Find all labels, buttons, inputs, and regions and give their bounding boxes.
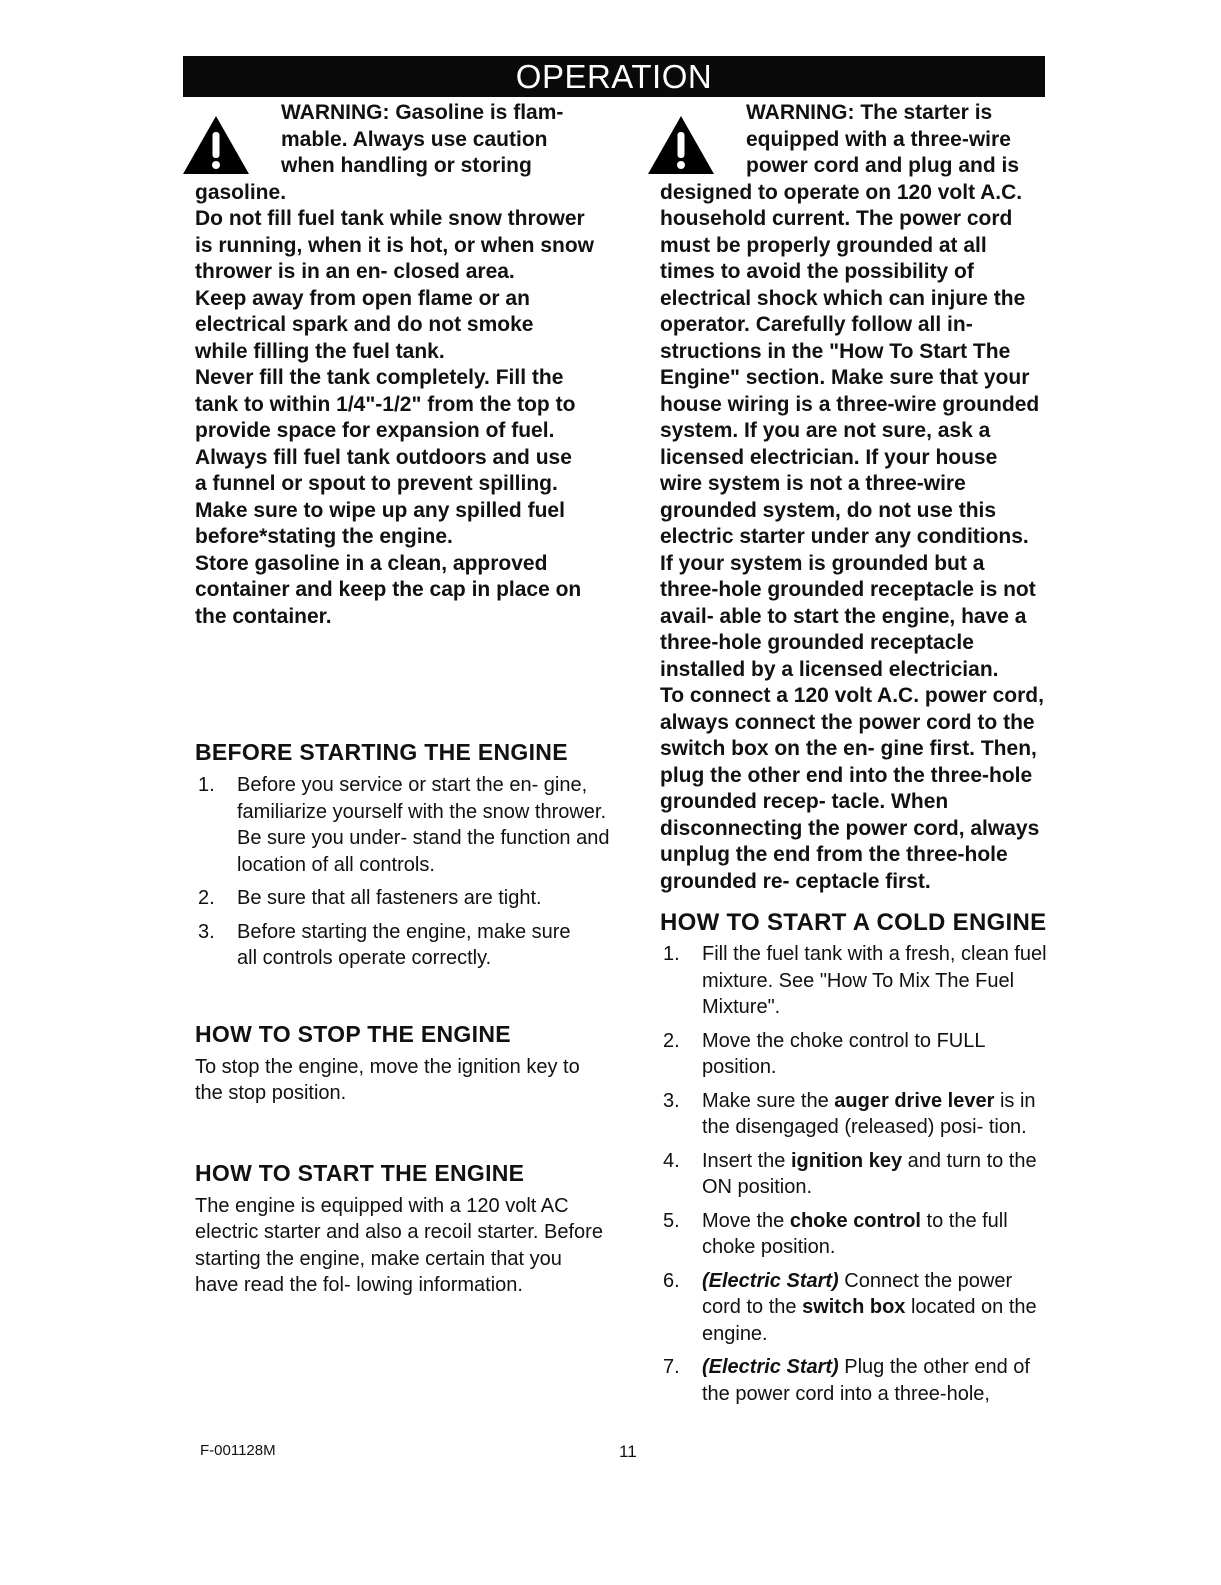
warning-triangle-icon (181, 114, 251, 176)
left-column (195, 100, 615, 1299)
warning-text: Do not fill fuel tank while snow thrower is running, when it is hot, or when snow thrower is in an en- closed area. (195, 207, 594, 283)
list-item: 4. Insert the ignition key and turn to the ON position. (663, 1149, 1037, 1198)
warning-line: WARNING: Gasoline is flam- (281, 101, 564, 124)
list-item: 6. (Electric Start) Connect the power cord to the switch box located on the engine. (663, 1269, 1037, 1345)
starter-warning (660, 100, 1060, 180)
warning-line: power cord and plug and is (746, 154, 1020, 177)
document-code: F-001128M (200, 1442, 276, 1459)
before-starting-list (195, 772, 610, 972)
page-number: 11 (619, 1442, 637, 1461)
warning-text: Always fill fuel tank outdoors and use a funnel or spout to prevent spilling. (195, 445, 572, 495)
start-engine-text: The engine is equipped with a 120 volt AC electric starter and also a recoil starter. Before starting the engine, make certain that you have read the fol- lowing information. (195, 1194, 603, 1296)
list-item: 1. Fill the fuel tank with a fresh, clean fuel mixture. See "How To Mix The Fuel Mixture". (663, 943, 1047, 1018)
cold-engine-heading: HOW TO START A COLD ENGINE (660, 909, 1047, 936)
list-item: 2. Be sure that all fasteners are tight. (198, 887, 542, 909)
list-item: 5. Move the choke control to the full choke position. (663, 1209, 1008, 1258)
warning-line: mable. Always use caution (281, 127, 548, 151)
list-item: 3. Before starting the engine, make sure all controls operate correctly. (198, 920, 571, 969)
stop-engine-text: To stop the engine, move the ignition key to the stop position. (195, 1055, 580, 1104)
warning-text: designed to operate on 120 volt A.C. household current. The power cord must be properly grounded at all times to avoid the possibility of electrical shock which can injure the operator. Carefully follow all in- structions in the "How To Start The Engine" section. Make sure that your house wiring is a three-wire grounded system. If you are not sure, ask a licensed electrician. If your house wire system is not a three-wire grounded system, do not use this electric starter under any conditions. If your system is grounded but a three-hole grounded receptacle is not avail- able to start the engine, have a three-hole grounded receptacle installed by a licensed electrician. (660, 180, 1040, 681)
connect-power-text: To connect a 120 volt A.C. power cord, always connect the power cord to the switch box on the en- gine first. Then, plug the other end into the three-hole grounded recep- tacle. When disconnecting the power cord, always unplug the end from the three-hole grounded re- ceptacle first. (660, 684, 1044, 893)
warning-triangle-icon (646, 114, 716, 176)
before-starting-heading: BEFORE STARTING THE ENGINE (195, 739, 568, 765)
warning-text: Make sure to wipe up any spilled fuel before*stating the engine. (195, 498, 565, 548)
warning-text: Never fill the tank completely. Fill the tank to within 1/4"-1/2" from the top to provide space for expansion of fuel. (195, 366, 576, 442)
list-item: 7. (Electric Start) Plug the other end of the power cord into a three-hole, (663, 1356, 1030, 1405)
right-column (660, 100, 1060, 1414)
warning-text: Store gasoline in a clean, approved container and keep the cap in place on the container. (195, 551, 582, 628)
warning-text: Keep away from open flame or an electrical spark and do not smoke while filling the fuel tank. (195, 286, 534, 363)
gasoline-warning (195, 100, 615, 180)
list-item: 2. Move the choke control to FULL position. (663, 1029, 985, 1078)
section-header: OPERATION (183, 56, 1045, 97)
cold-engine-steps (660, 941, 1055, 1407)
list-item: 3. Make sure the auger drive lever is in the disengaged (released) posi- tion. (663, 1089, 1036, 1138)
warning-line: WARNING: The starter is (746, 101, 993, 124)
stop-engine-heading: HOW TO STOP THE ENGINE (195, 1020, 511, 1047)
start-engine-heading: HOW TO START THE ENGINE (195, 1159, 525, 1186)
warning-line: when handling or storing (281, 154, 532, 177)
list-item: 1. Before you service or start the en- gine, familiarize yourself with the snow thrower. Be sure you under- stand the function and location of all controls. (198, 774, 610, 876)
warning-line: equipped with a three-wire (746, 127, 1011, 151)
warning-text: gasoline. (195, 180, 287, 204)
